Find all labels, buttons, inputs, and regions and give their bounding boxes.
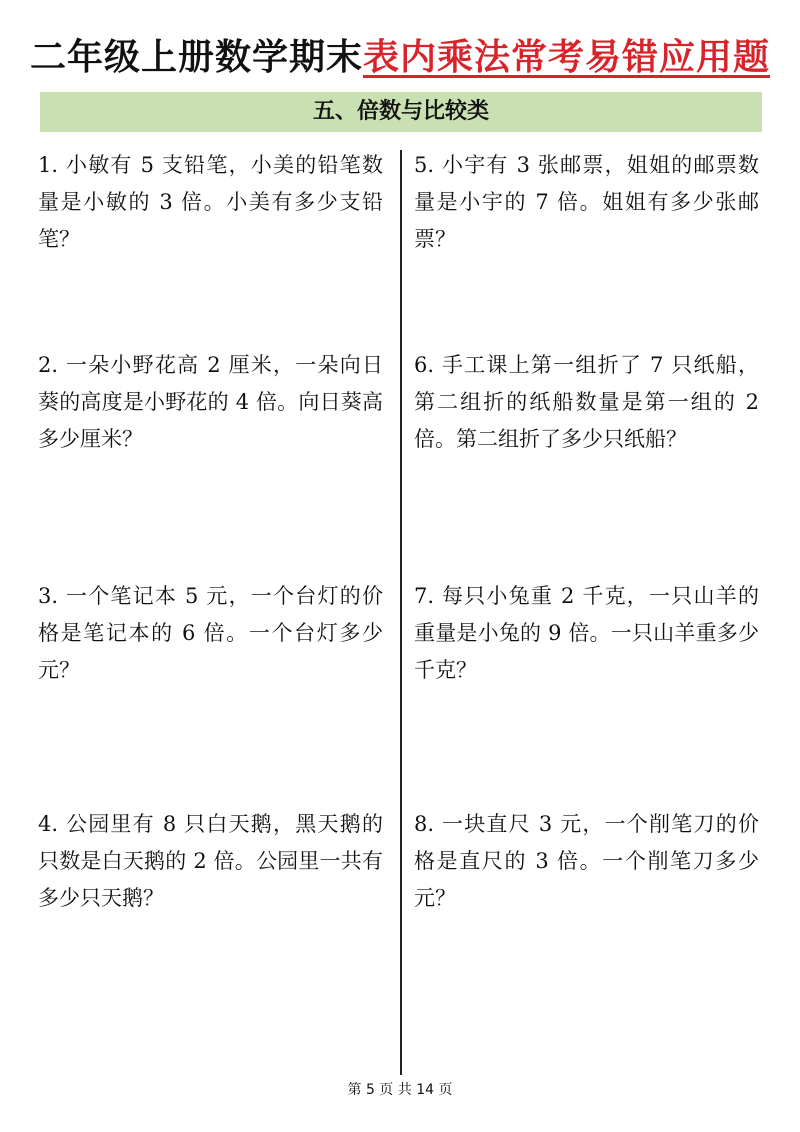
problem-8: 8. 一块直尺 3 元，一个削笔刀的价格是直尺的 3 倍。一个削笔刀多少元？	[414, 812, 759, 910]
problem-6: 6. 手工课上第一组折了 7 只纸船，第二组折的纸船数量是第一组的 2 倍。第二组折了多少只纸船？	[414, 353, 759, 451]
problem-7: 7. 每只小兔重 2 千克，一只山羊的重量是小兔的 9 倍。一只山羊重多少千克？	[414, 584, 759, 682]
column-divider	[400, 150, 402, 1075]
page-title-highlight: 表内乘法常考易错应用题	[363, 37, 771, 78]
problem-2: 2. 一朵小野花高 2 厘米，一朵向日葵的高度是小野花的 4 倍。向日葵高多少厘米？	[38, 353, 383, 451]
section-title: 五、倍数与比较类	[312, 99, 489, 124]
section-header	[40, 92, 762, 132]
problem-1: 1. 小敏有 5 支铅笔，小美的铅笔数量是小敏的 3 倍。小美有多少支铅笔？	[38, 153, 383, 251]
problem-3: 3. 一个笔记本 5 元，一个台灯的价格是笔记本的 6 倍。一个台灯多少元？	[38, 584, 383, 682]
page-number: 第 5 页 共 14 页	[347, 1082, 453, 1098]
problem-5: 5. 小宇有 3 张邮票，姐姐的邮票数量是小宇的 7 倍。姐姐有多少张邮票？	[414, 153, 759, 251]
page-footer	[0, 1080, 800, 1100]
page-title	[0, 30, 800, 86]
page-title-prefix: 二年级上册数学期末	[29, 37, 363, 78]
problem-4: 4. 公园里有 8 只白天鹅，黑天鹅的只数是白天鹅的 2 倍。公园里一共有多少只天鹅？	[38, 812, 383, 910]
